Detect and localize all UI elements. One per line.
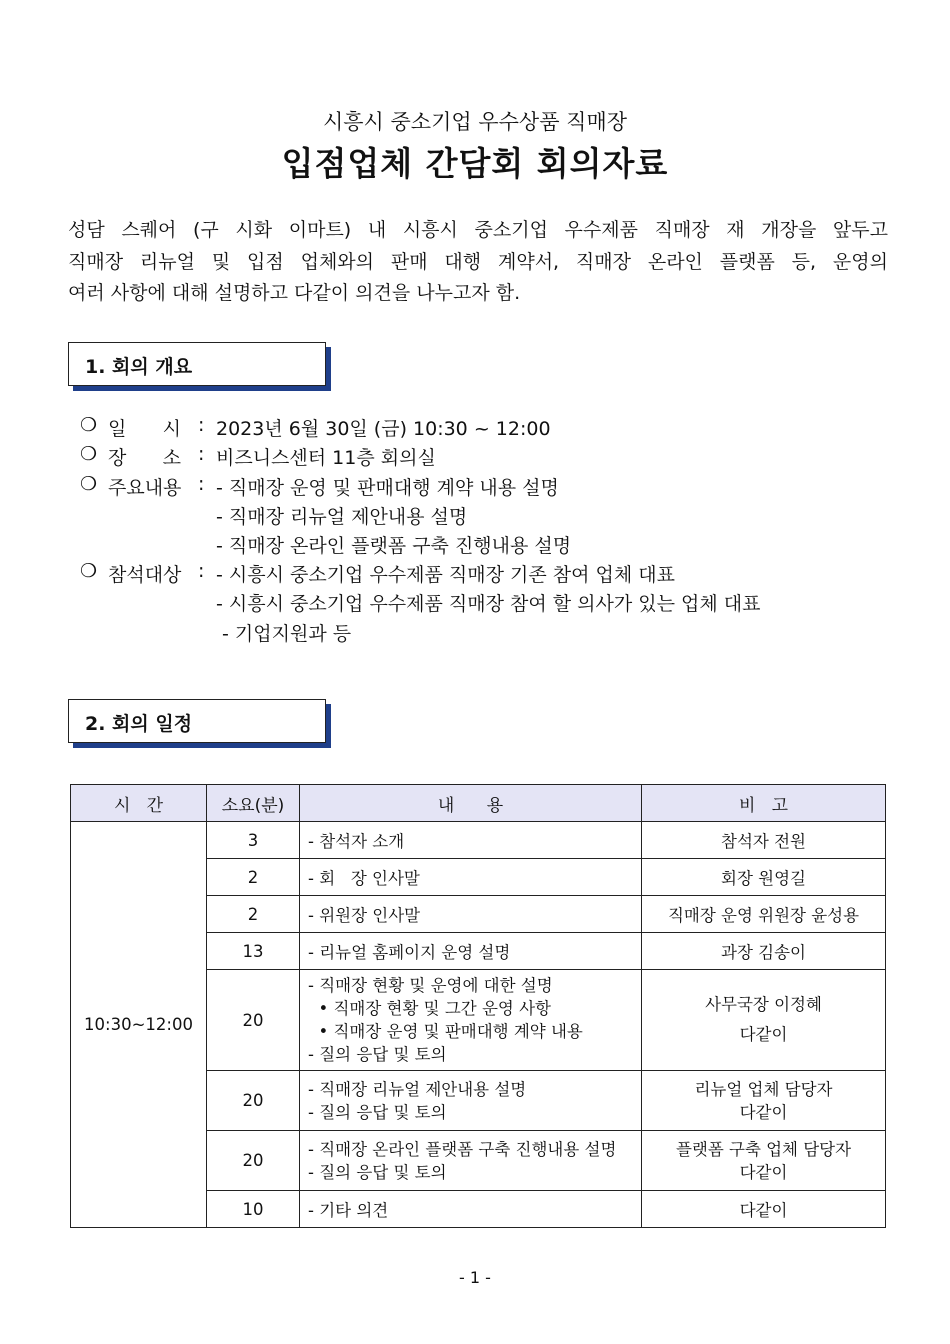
content-line: • 직매장 현황 및 그간 운영 사항: [308, 999, 551, 1018]
content-line: - 질의 응답 및 토의: [308, 1102, 447, 1122]
section-1-heading-box: [68, 342, 326, 386]
content-cell: [300, 1071, 642, 1131]
attendees-item: - 시흥시 중소기업 우수제품 직매장 참여 할 의사가 있는 업체 대표: [216, 593, 761, 615]
duration-cell: 20: [207, 1131, 300, 1191]
content-cell: [300, 1131, 642, 1191]
content-item: - 직매장 온라인 플랫폼 구축 진행내용 설명: [216, 535, 572, 557]
note-cell: [642, 1071, 886, 1131]
attendees-item: - 시흥시 중소기업 우수제품 직매장 기존 참여 업체 대표: [216, 564, 675, 586]
overview-attendees-row-3: [0, 619, 950, 645]
content-line: - 질의 응답 및 토의: [308, 1162, 447, 1182]
note-line: 다같이: [739, 1025, 788, 1044]
content-line: - 질의 응답 및 토의: [308, 1045, 447, 1064]
content-line: • 직매장 운영 및 판매대행 계약 내용: [308, 1022, 583, 1041]
content-line: - 직매장 리뉴얼 제안내용 설명: [308, 1079, 527, 1099]
time-cell: 10:30~12:00: [71, 822, 207, 1228]
overview-content-row: [0, 473, 950, 499]
content-cell: - 회 장 인사말: [300, 859, 642, 896]
note-cell: 과장 김송이: [642, 933, 886, 970]
note-line: 플랫폼 구축 업체 담당자: [675, 1139, 852, 1159]
note-line: 리뉴얼 업체 담당자: [694, 1079, 833, 1099]
duration-cell: 13: [207, 933, 300, 970]
note-line: 다같이: [739, 1162, 788, 1182]
overview-attendees-row-2: [0, 589, 950, 615]
header-content: 내 용: [300, 785, 642, 822]
content-item: - 직매장 리뉴얼 제안내용 설명: [216, 506, 468, 528]
document-title: 입점업체 간담회 회의자료: [281, 144, 669, 183]
duration-cell: 20: [207, 1071, 300, 1131]
bullet-icon: ❍: [80, 443, 98, 465]
duration-cell: 2: [207, 896, 300, 933]
content-line: - 직매장 현황 및 운영에 대한 설명: [308, 976, 553, 995]
colon: :: [198, 560, 205, 582]
duration-cell: 10: [207, 1191, 300, 1228]
note-cell: 참석자 전원: [642, 822, 886, 859]
duration-cell: 20: [207, 970, 300, 1071]
note-cell: 다같이: [642, 1191, 886, 1228]
overview-attendees-row: [0, 560, 950, 586]
bullet-icon: ❍: [80, 414, 98, 436]
content-cell: - 기타 의견: [300, 1191, 642, 1228]
attendees-label: 참석대상: [108, 564, 182, 586]
header-note: 비 고: [642, 785, 886, 822]
content-label: 주요내용: [108, 477, 182, 499]
duration-cell: 2: [207, 859, 300, 896]
note-cell: 회장 원영길: [642, 859, 886, 896]
note-cell: [642, 1131, 886, 1191]
overview-place-row: [0, 443, 950, 469]
intro-line-1: 성담 스퀘어 (구 시화 이마트) 내 시흥시 중소기업 우수제품 직매장 재 개장을 앞두고: [68, 219, 888, 241]
table-header-row: [71, 785, 886, 822]
attendees-item: - 기업지원과 등: [216, 623, 352, 645]
page-number: - 1 -: [459, 1268, 491, 1287]
content-item: - 직매장 운영 및 판매대행 계약 내용 설명: [216, 477, 559, 499]
bullet-icon: ❍: [80, 473, 98, 495]
note-cell: [642, 970, 886, 1071]
content-cell: - 리뉴얼 홈페이지 운영 설명: [300, 933, 642, 970]
overview-date-row: [0, 414, 950, 440]
intro-line-3: 여러 사항에 대해 설명하고 다같이 의견을 나누고자 함.: [68, 282, 521, 304]
duration-cell: 3: [207, 822, 300, 859]
table-row: [71, 822, 886, 859]
section-1-heading: 1. 회의 개요: [85, 356, 193, 378]
header-time: 시 간: [71, 785, 207, 822]
bullet-icon: ❍: [80, 560, 98, 582]
date-label: 일 시: [108, 418, 181, 440]
colon: :: [198, 443, 205, 465]
document-subtitle: 시흥시 중소기업 우수상품 직매장: [322, 110, 628, 134]
colon: :: [198, 414, 205, 436]
content-cell: - 위원장 인사말: [300, 896, 642, 933]
date-value: 2023년 6월 30일 (금) 10:30 ~ 12:00: [216, 418, 551, 440]
section-2-heading-box: [68, 699, 326, 743]
content-line: - 직매장 온라인 플랫폼 구축 진행내용 설명: [308, 1139, 617, 1159]
schedule-table: [70, 784, 886, 1228]
header-duration: 소요(분): [207, 785, 300, 822]
section-2-heading: 2. 회의 일정: [85, 713, 193, 735]
content-cell: - 참석자 소개: [300, 822, 642, 859]
colon: :: [198, 473, 205, 495]
note-line: 사무국장 이정혜: [705, 995, 822, 1014]
note-line: 다같이: [739, 1102, 788, 1122]
overview-content-row-2: [0, 502, 950, 528]
intro-line-2: 직매장 리뉴얼 및 입점 업체와의 판매 대행 계약서, 직매장 온라인 플랫폼 등, 운영의: [68, 251, 888, 273]
overview-content-row-3: [0, 531, 950, 557]
place-label: 장 소: [108, 447, 181, 469]
note-cell: 직매장 운영 위원장 윤성용: [642, 896, 886, 933]
place-value: 비즈니스센터 11층 회의실: [216, 447, 436, 469]
content-cell: [300, 970, 642, 1071]
